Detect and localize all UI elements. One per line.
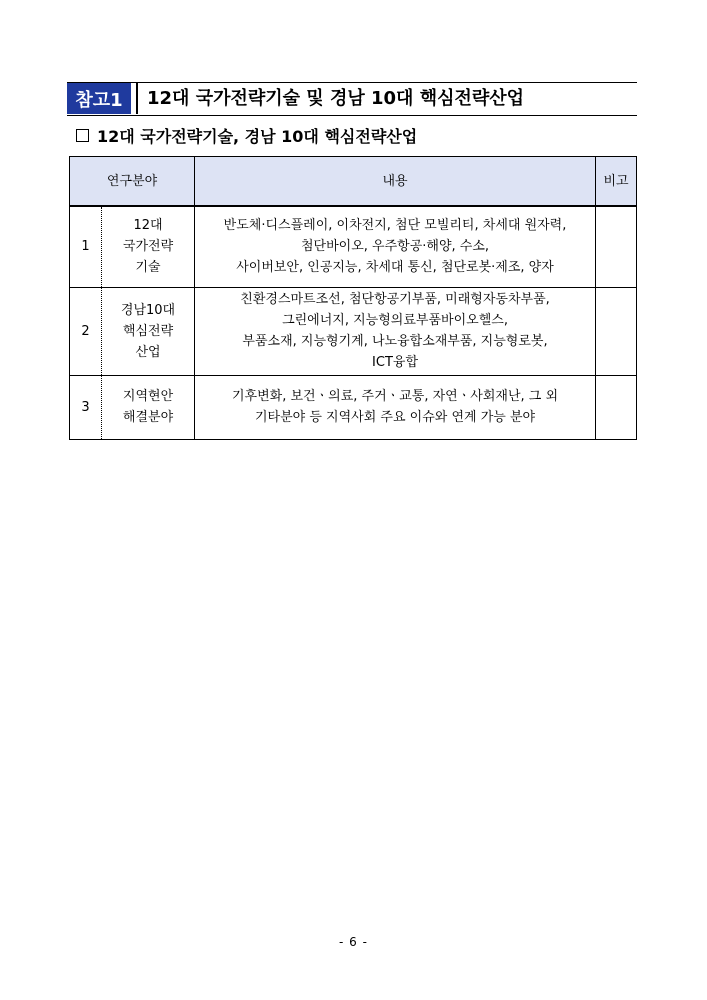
- field-line: 12대: [133, 218, 163, 234]
- content-line: ICT융합: [372, 355, 418, 370]
- content-line: 그린에너지, 지능형의료부품바이오헬스,: [282, 313, 508, 328]
- row-number: 2: [70, 287, 102, 375]
- table-row: [70, 206, 637, 287]
- content-line: 친환경스마트조선, 첨단항공기부품, 미래형자동차부품,: [240, 292, 550, 307]
- column-header-field: 연구분야: [70, 157, 195, 207]
- header-divider: [136, 83, 138, 114]
- content-line: 기후변화, 보건ㆍ의료, 주거ㆍ교통, 자연ㆍ사회재난, 그 외: [232, 389, 559, 404]
- table-row: [70, 375, 637, 439]
- field-line: 기술: [135, 260, 161, 276]
- reference-badge: 참고1: [67, 83, 131, 114]
- content-line: 반도체·디스플레이, 이차전지, 첨단 모빌리티, 차세대 원자력,: [223, 218, 567, 234]
- column-header-note: 비고: [596, 157, 637, 207]
- content-line: 첨단바이오, 우주항공·해양, 수소,: [300, 239, 490, 255]
- content-line: 사이버보안, 인공지능, 차세대 통신, 첨단로봇·제조, 양자: [236, 260, 554, 276]
- checkbox-square-icon: [76, 129, 89, 142]
- field-line: 산업: [135, 344, 161, 360]
- row-content: [195, 287, 596, 375]
- row-field: [102, 206, 195, 287]
- row-note: [596, 206, 637, 287]
- field-line: 지역현안: [122, 389, 174, 404]
- row-field: [102, 287, 195, 375]
- section-heading: [76, 124, 417, 146]
- row-field: [102, 375, 195, 439]
- row-number: 1: [70, 206, 102, 287]
- row-content: [195, 206, 596, 287]
- row-content: [195, 375, 596, 439]
- field-line: 경남10대: [120, 302, 176, 318]
- reference-header: [67, 82, 637, 116]
- section-title: 12대 국가전략기술, 경남 10대 핵심전략산업: [97, 126, 418, 146]
- row-number: 3: [70, 375, 102, 439]
- field-line: 핵심전략: [122, 323, 174, 339]
- content-line: 기타분야 등 지역사회 주요 이슈와 연계 가능 분야: [254, 410, 536, 425]
- field-line: 해결분야: [122, 410, 174, 425]
- column-header-content: 내용: [195, 157, 596, 207]
- page-number: - 6 -: [339, 935, 368, 949]
- strategy-table: [69, 156, 637, 440]
- row-note: [596, 375, 637, 439]
- content-line: 부품소재, 지능형기계, 나노융합소재부품, 지능형로봇,: [242, 334, 548, 349]
- row-note: [596, 287, 637, 375]
- table-row: [70, 287, 637, 375]
- table-header-row: [70, 157, 637, 207]
- page-title: 12대 국가전략기술 및 경남 10대 핵심전략산업: [147, 88, 525, 109]
- field-line: 국가전략: [122, 239, 174, 255]
